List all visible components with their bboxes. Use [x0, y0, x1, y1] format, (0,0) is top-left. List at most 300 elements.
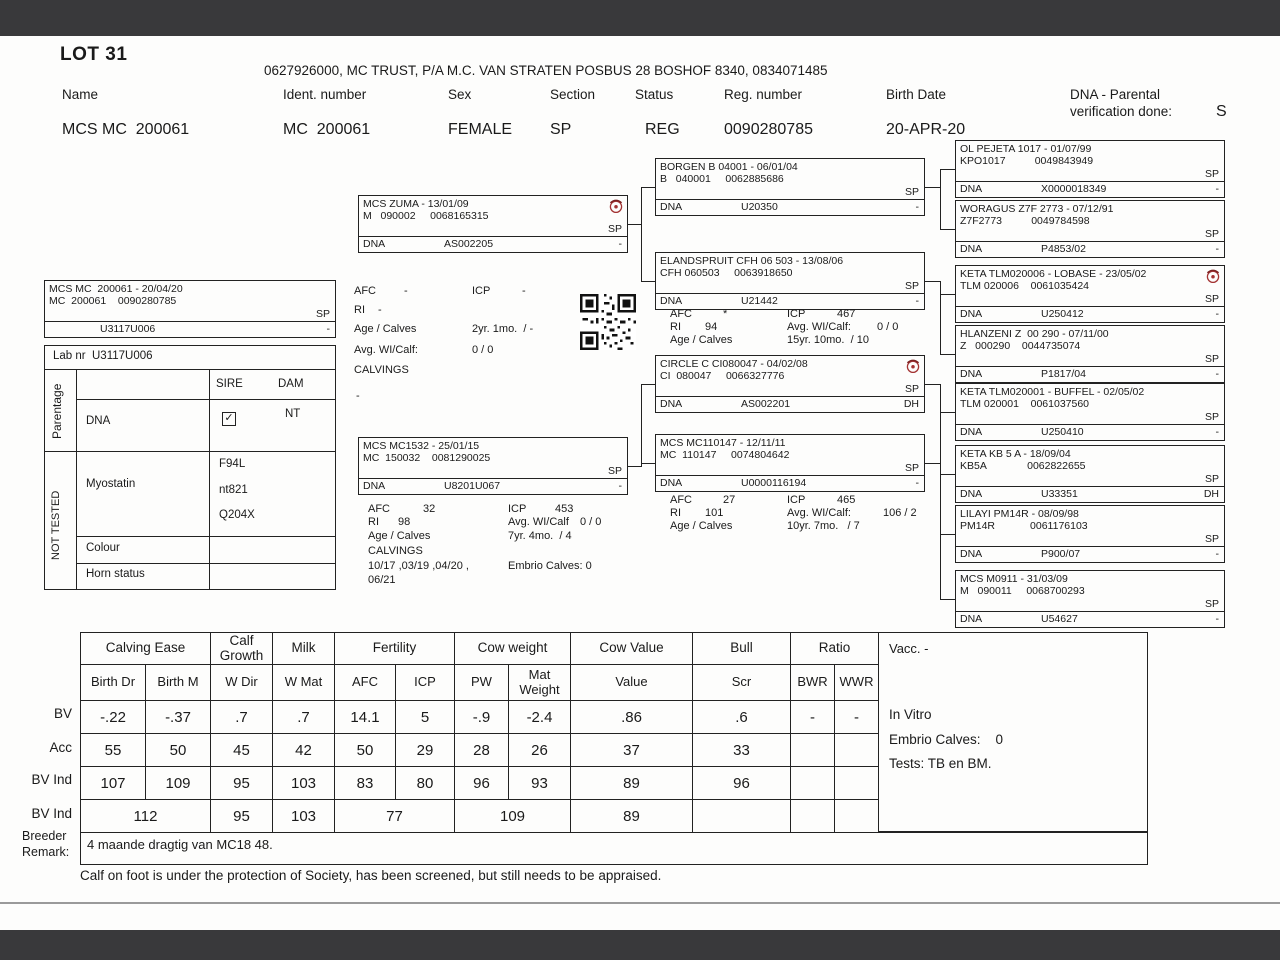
age-calves-value: 15yr. 10mo. / 10	[787, 334, 869, 346]
dam-column-header: DAM	[278, 378, 304, 390]
lot-title: LOT 31	[60, 44, 128, 65]
bv-cell: -	[835, 701, 879, 734]
maternal-granddam-stats	[665, 494, 935, 536]
status-flag: -	[1215, 426, 1219, 438]
bv-cell: 109	[455, 800, 571, 833]
acc-row	[81, 734, 879, 767]
dna-number: P900/07	[1041, 548, 1081, 560]
bv-cell	[791, 767, 835, 800]
afc-label: AFC	[354, 285, 376, 297]
bv-cell: 96	[693, 767, 791, 800]
icp-label: ICP	[787, 308, 806, 320]
lab-panel	[44, 345, 336, 590]
bv-row	[81, 701, 879, 734]
bv-cell: 26	[509, 734, 571, 767]
dna-label: DNA	[960, 183, 983, 195]
section-code: SP	[1204, 411, 1219, 423]
bv-cell: 83	[335, 767, 396, 800]
qr-code	[580, 294, 636, 350]
connector-line	[641, 281, 655, 282]
bv-cell: .86	[571, 701, 693, 734]
dna-number: P1817/04	[1041, 368, 1086, 380]
society-logo-icon	[608, 198, 624, 214]
field-value: 0090280785	[724, 121, 813, 138]
animal-name: MCS MC110147 - 12/11/11	[660, 437, 786, 449]
animal-id: CI 080047 0066327776	[660, 370, 785, 382]
top-bar	[0, 0, 1280, 36]
bv-cell: 77	[335, 800, 455, 833]
age-calves-value: 7yr. 4mo. / 4	[508, 530, 572, 542]
status-flag: -	[618, 480, 622, 492]
header-field-section	[550, 87, 595, 145]
lab-number: Lab nr U3117U006	[53, 350, 153, 362]
dna-label: DNA	[960, 243, 983, 255]
connector-line	[641, 463, 655, 464]
embrio-calves-value: Embrio Calves: 0	[508, 560, 592, 572]
bv-cell: 96	[455, 767, 509, 800]
field-value: REG	[645, 121, 680, 138]
animal-id: PM14R 0061176103	[960, 520, 1088, 532]
society-logo-icon	[1205, 268, 1221, 284]
status-flag: -	[1215, 183, 1219, 195]
breeder-remark-box	[80, 832, 1148, 865]
ri-value: 94	[705, 321, 718, 333]
avg-wi-calf-label: Avg. WI/Calf	[508, 516, 569, 528]
afc-value: 32	[423, 503, 436, 515]
column-header: W Mat	[273, 665, 335, 701]
box-divider	[955, 611, 1225, 612]
ri-label: RI	[368, 516, 379, 528]
avg-wi-calf-value: 0 / 0	[877, 321, 899, 333]
age-calves-value: 2yr. 1mo. / -	[472, 323, 534, 335]
field-label: Reg. number	[724, 87, 803, 102]
ri-value: 98	[398, 516, 411, 528]
bv-cell: 103	[273, 767, 335, 800]
group-header-cow-weight: Cow weight	[455, 633, 571, 665]
bv-cell: .6	[693, 701, 791, 734]
section-code: SP	[904, 280, 919, 292]
bv-cell: 14.1	[335, 701, 396, 734]
row-label-bv: BV	[53, 706, 72, 721]
animal-name: MCS MC 200061 - 20/04/20	[49, 283, 183, 295]
bottom-bar	[0, 930, 1280, 960]
column-header: Scr	[693, 665, 791, 701]
pedigree-box-sire	[358, 195, 628, 253]
header-field-name	[62, 87, 190, 145]
connector-line	[940, 354, 955, 355]
animal-name: KETA KB 5 A - 18/09/04	[960, 448, 1071, 460]
box-divider	[358, 478, 628, 479]
section-code: SP	[1204, 353, 1219, 365]
dna-number: U250410	[1041, 426, 1084, 438]
section-code: SP	[1204, 598, 1219, 610]
animal-name: OL PEJETA 1017 - 01/07/99	[960, 143, 1092, 155]
vacc-status: Vacc. -	[889, 641, 929, 656]
bv-cell: 80	[396, 767, 455, 800]
animal-id: CFH 060503 0063918650	[660, 267, 793, 279]
section-code: SP	[904, 186, 919, 198]
pedigree-box-maternal-grandsire	[655, 355, 925, 413]
icp-label: ICP	[787, 494, 806, 506]
section-code: SP	[1204, 473, 1219, 485]
bv-cell	[791, 734, 835, 767]
afc-value: 27	[723, 494, 736, 506]
animal-name: LILAYI PM14R - 08/09/98	[960, 508, 1079, 520]
bv-cell: 89	[571, 800, 693, 833]
myostatin-row-label: Myostatin	[86, 478, 136, 490]
ri-value: 101	[705, 507, 724, 519]
dna-label: DNA	[960, 368, 983, 380]
dna-label: DNA	[960, 613, 983, 625]
dna-number: AS002205	[444, 238, 494, 250]
column-header: Mat Weight	[509, 665, 571, 701]
field-label: Ident. number	[283, 87, 367, 102]
box-divider	[955, 424, 1225, 425]
parentage-rotated-label: Parentage	[50, 383, 64, 439]
contact-line: 0627926000, MC TRUST, P/A M.C. VAN STRATEN POSBUS 28 BOSHOF 8340, 0834071485	[264, 63, 828, 78]
animal-name: KETA TLM020001 - BUFFEL - 02/05/02	[960, 386, 1145, 398]
embrio-calves-note: Embrio Calves: 0	[889, 732, 1004, 747]
connector-line	[940, 169, 941, 230]
connector-line	[628, 466, 642, 467]
box-divider	[44, 321, 336, 322]
avg-wi-calf-value: 106 / 2	[883, 507, 917, 519]
bv-cell: 103	[273, 800, 335, 833]
bv-cell	[835, 767, 879, 800]
footer-note: Calf on foot is under the protection of Society, has been screened, but still needs to be appraised.	[80, 868, 662, 883]
group-header-bull: Bull	[693, 633, 791, 665]
box-divider	[955, 366, 1225, 367]
grid-line	[76, 536, 335, 537]
bv-cell: 28	[455, 734, 509, 767]
header-field-reg-number	[724, 87, 813, 145]
animal-id: Z 000290 0044735074	[960, 340, 1081, 352]
avg-wi-calf-value: 0 / 0	[472, 344, 494, 356]
header-field-ident	[283, 87, 371, 145]
bv-cell: -2.4	[509, 701, 571, 734]
ri-value: -	[378, 304, 382, 316]
animal-name: MCS MC1532 - 25/01/15	[363, 440, 480, 452]
bv-cell: -	[791, 701, 835, 734]
bv-cell: 50	[146, 734, 211, 767]
section-code: SP	[315, 308, 330, 320]
field-label: Name	[62, 87, 99, 102]
bv-cell	[835, 800, 879, 833]
box-divider	[955, 306, 1225, 307]
dna-number: U8201U067	[444, 480, 501, 492]
status-flag: -	[1215, 548, 1219, 560]
connector-line	[940, 474, 955, 475]
icp-value: 467	[837, 308, 856, 320]
section-code: SP	[904, 383, 919, 395]
animal-id: TLM 020001 0061037560	[960, 398, 1090, 410]
calvings-dates-line1: 10/17 ,03/19 ,04/20 ,	[368, 560, 469, 572]
dna-label: DNA	[960, 308, 983, 320]
animal-name: WORAGUS Z7F 2773 - 07/12/91	[960, 203, 1114, 215]
header-field-sex	[448, 87, 513, 145]
section-code: SP	[1204, 533, 1219, 545]
connector-line	[940, 281, 941, 355]
animal-id: MC 200061 0090280785	[49, 295, 177, 307]
grid-line	[76, 399, 335, 400]
afc-label: AFC	[670, 308, 692, 320]
breeder-remark-label-line1: Breeder	[22, 829, 67, 843]
bv-cell: .7	[211, 701, 273, 734]
checkmark-icon: ✓	[224, 412, 234, 424]
column-header: Birth M	[146, 665, 211, 701]
field-label: Birth Date	[886, 87, 947, 102]
group-header-cow-value: Cow Value	[571, 633, 693, 665]
connector-line	[925, 187, 940, 188]
sire-column-header: SIRE	[216, 378, 243, 390]
bv-cell: 107	[81, 767, 146, 800]
tests-note: Tests: TB en BM.	[889, 756, 992, 771]
connector-line	[940, 294, 955, 295]
column-header: PW	[455, 665, 509, 701]
row-label-bv-ind-2: BV Ind	[31, 806, 72, 821]
animal-name: BORGEN B 04001 - 06/01/04	[660, 161, 798, 173]
bv-cell: 89	[571, 767, 693, 800]
calvings-value: -	[356, 390, 360, 402]
status-flag: -	[618, 238, 622, 250]
icp-label: ICP	[508, 503, 527, 515]
column-header: Value	[571, 665, 693, 701]
animal-name: MCS ZUMA - 13/01/09	[363, 198, 469, 210]
connector-line	[641, 384, 642, 467]
section-code: SP	[607, 465, 622, 477]
animal-id: MC 110147 0074804642	[660, 449, 790, 461]
society-logo-icon	[905, 358, 921, 374]
connector-line	[641, 187, 642, 282]
bv-cell: -.22	[81, 701, 146, 734]
box-divider	[955, 546, 1225, 547]
box-divider	[955, 181, 1225, 182]
afc-value: -	[404, 285, 408, 297]
field-value: MCS MC 200061	[62, 121, 190, 138]
animal-id: M 090011 0068700293	[960, 585, 1085, 597]
connector-line	[940, 534, 955, 535]
animal-id: KB5A 0062822655	[960, 460, 1086, 472]
column-header: ICP	[396, 665, 455, 701]
pedigree-box-great-grandparent-3	[955, 265, 1225, 323]
box-divider	[655, 199, 925, 200]
calvings-label: CALVINGS	[368, 545, 423, 557]
bv-cell: -.37	[146, 701, 211, 734]
group-header-milk: Milk	[273, 633, 335, 665]
section-code: SP	[904, 462, 919, 474]
column-header: AFC	[335, 665, 396, 701]
connector-line	[641, 384, 655, 385]
status-flag: -	[1215, 368, 1219, 380]
connector-line	[940, 384, 941, 475]
dna-number: P4853/02	[1041, 243, 1086, 255]
dna-number: U33351	[1041, 488, 1078, 500]
dna-number: U0000116194	[741, 477, 807, 489]
status-flag: -	[326, 323, 330, 335]
dna-dam-value: NT	[285, 408, 301, 420]
pedigree-box-animal	[44, 280, 336, 338]
header-field-status	[635, 87, 680, 145]
column-header: W Dir	[211, 665, 273, 701]
status-flag: -	[1215, 243, 1219, 255]
bv-cell: -.9	[455, 701, 509, 734]
section-code: SP	[1204, 168, 1219, 180]
dna-number: U3117U006	[100, 323, 156, 335]
field-value: FEMALE	[448, 121, 513, 138]
afc-label: AFC	[670, 494, 692, 506]
dna-number: U250412	[1041, 308, 1084, 320]
myostatin-value: F94L	[219, 458, 246, 470]
age-calves-label: Age / Calves	[670, 520, 733, 532]
bv-ind-row	[81, 767, 879, 800]
animal-id: Z7F2773 0049784598	[960, 215, 1090, 227]
dna-label: DNA	[960, 548, 983, 560]
dna-verification-line2: verification done:	[1070, 104, 1173, 119]
animal-id: B 040001 0062885686	[660, 173, 784, 185]
pedigree-box-great-grandparent-8	[955, 570, 1225, 628]
box-divider	[358, 236, 628, 237]
age-calves-value: 10yr. 7mo. / 7	[787, 520, 860, 532]
calvings-label: CALVINGS	[354, 364, 409, 376]
group-header-ratio: Ratio	[791, 633, 879, 665]
box-divider	[655, 293, 925, 294]
status-flag: -	[915, 477, 919, 489]
pedigree-box-great-grandparent-1	[955, 140, 1225, 198]
bv-cell: 95	[211, 767, 273, 800]
animal-id: KPO1017 0049843949	[960, 155, 1094, 167]
status-flag: -	[915, 295, 919, 307]
age-calves-label: Age / Calves	[670, 334, 733, 346]
avg-wi-calf-value: 0 / 0	[580, 516, 602, 528]
icp-label: ICP	[472, 285, 491, 297]
pedigree-box-great-grandparent-2	[955, 200, 1225, 258]
dna-number: X0000018349	[1041, 183, 1107, 195]
animal-name: MCS M0911 - 31/03/09	[960, 573, 1068, 585]
field-label: Section	[550, 87, 596, 102]
box-divider	[955, 486, 1225, 487]
connector-line	[925, 384, 940, 385]
column-header: WWR	[835, 665, 879, 701]
connector-line	[940, 229, 955, 230]
animal-id: MC 150032 0081290025	[363, 452, 491, 464]
bv-cell: 42	[273, 734, 335, 767]
afc-value: *	[723, 308, 728, 320]
paternal-granddam-stats	[665, 308, 935, 350]
animal-name: CIRCLE C CI080047 - 04/02/08	[660, 358, 808, 370]
bv-cell: 29	[396, 734, 455, 767]
pedigree-box-great-grandparent-7	[955, 505, 1225, 563]
ri-label: RI	[354, 304, 365, 316]
grid-line	[209, 369, 210, 589]
group-header-calving-ease: Calving Ease	[81, 633, 211, 665]
horn-status-row-label: Horn status	[86, 568, 145, 580]
bv-cell: 37	[571, 734, 693, 767]
icp-value: 465	[837, 494, 856, 506]
avg-wi-calf-label: Avg. WI/Calf:	[787, 321, 851, 333]
connector-line	[925, 281, 940, 282]
section-code: SP	[1204, 228, 1219, 240]
pedigree-box-great-grandparent-5	[955, 383, 1225, 441]
dna-label: DNA	[660, 201, 683, 213]
bv-ind-combined-row	[81, 800, 879, 833]
icp-value: -	[522, 285, 526, 297]
grid-line	[45, 369, 335, 370]
animal-name: ELANDSPRUIT CFH 06 503 - 13/08/06	[660, 255, 844, 267]
dna-label: DNA	[363, 238, 386, 250]
myostatin-value: nt821	[219, 484, 248, 496]
bv-cell	[791, 800, 835, 833]
pedigree-box-paternal-granddam	[655, 252, 925, 310]
dna-number: AS002201	[741, 398, 791, 410]
icp-value: 453	[555, 503, 574, 515]
group-header-fertility: Fertility	[335, 633, 455, 665]
dna-verification-value: S	[1216, 103, 1227, 120]
connector-line	[940, 599, 955, 600]
age-calves-label: Age / Calves	[354, 323, 417, 335]
header-field-birth-date	[886, 87, 966, 145]
connector-line	[628, 224, 642, 225]
row-label-bv-ind: BV Ind	[31, 772, 72, 787]
field-label: Sex	[448, 87, 472, 102]
bv-cell: 45	[211, 734, 273, 767]
box-divider	[655, 396, 925, 397]
breeder-remark-label	[22, 828, 69, 860]
animal-name: KETA TLM020006 - LOBASE - 23/05/02	[960, 268, 1147, 280]
bv-cell: 50	[335, 734, 396, 767]
pedigree-box-great-grandparent-4	[955, 325, 1225, 383]
bv-cell: 93	[509, 767, 571, 800]
grid-line	[76, 369, 77, 589]
not-tested-rotated-label: NOT TESTED	[50, 490, 62, 560]
bv-cell	[835, 734, 879, 767]
row-label-acc: Acc	[49, 740, 72, 755]
bv-cell	[693, 800, 791, 833]
status-flag: DH	[903, 398, 919, 410]
pedigree-box-great-grandparent-6	[955, 445, 1225, 503]
field-value: SP	[550, 121, 572, 138]
pedigree-box-paternal-grandsire	[655, 158, 925, 216]
dna-label: DNA	[660, 477, 683, 489]
animal-id: TLM 020006 0061035424	[960, 280, 1090, 292]
status-flag: -	[1215, 613, 1219, 625]
connector-line	[940, 412, 955, 413]
avg-wi-calf-label: Avg. WI/Calf:	[354, 344, 418, 356]
pedigree-box-maternal-granddam	[655, 434, 925, 492]
bv-cell: 112	[81, 800, 211, 833]
bv-cell: 95	[211, 800, 273, 833]
dna-label: DNA	[363, 480, 386, 492]
dna-label: DNA	[960, 426, 983, 438]
bv-cell: 33	[693, 734, 791, 767]
bv-cell: .7	[273, 701, 335, 734]
ri-label: RI	[670, 507, 681, 519]
field-value: 20-APR-20	[886, 121, 966, 138]
connector-line	[641, 187, 655, 188]
bv-cell: 109	[146, 767, 211, 800]
bv-cell: 55	[81, 734, 146, 767]
dam-stats	[363, 503, 643, 593]
connector-line	[940, 169, 955, 170]
colour-row-label: Colour	[86, 542, 120, 554]
grid-line	[76, 563, 335, 564]
dna-label: DNA	[660, 295, 683, 307]
breeding-values-table	[80, 632, 879, 833]
status-flag: DH	[1203, 488, 1219, 500]
grid-line	[45, 451, 335, 452]
dna-number: U21442	[741, 295, 778, 307]
avg-wi-calf-label: Avg. WI/Calf:	[787, 507, 851, 519]
ri-label: RI	[670, 321, 681, 333]
